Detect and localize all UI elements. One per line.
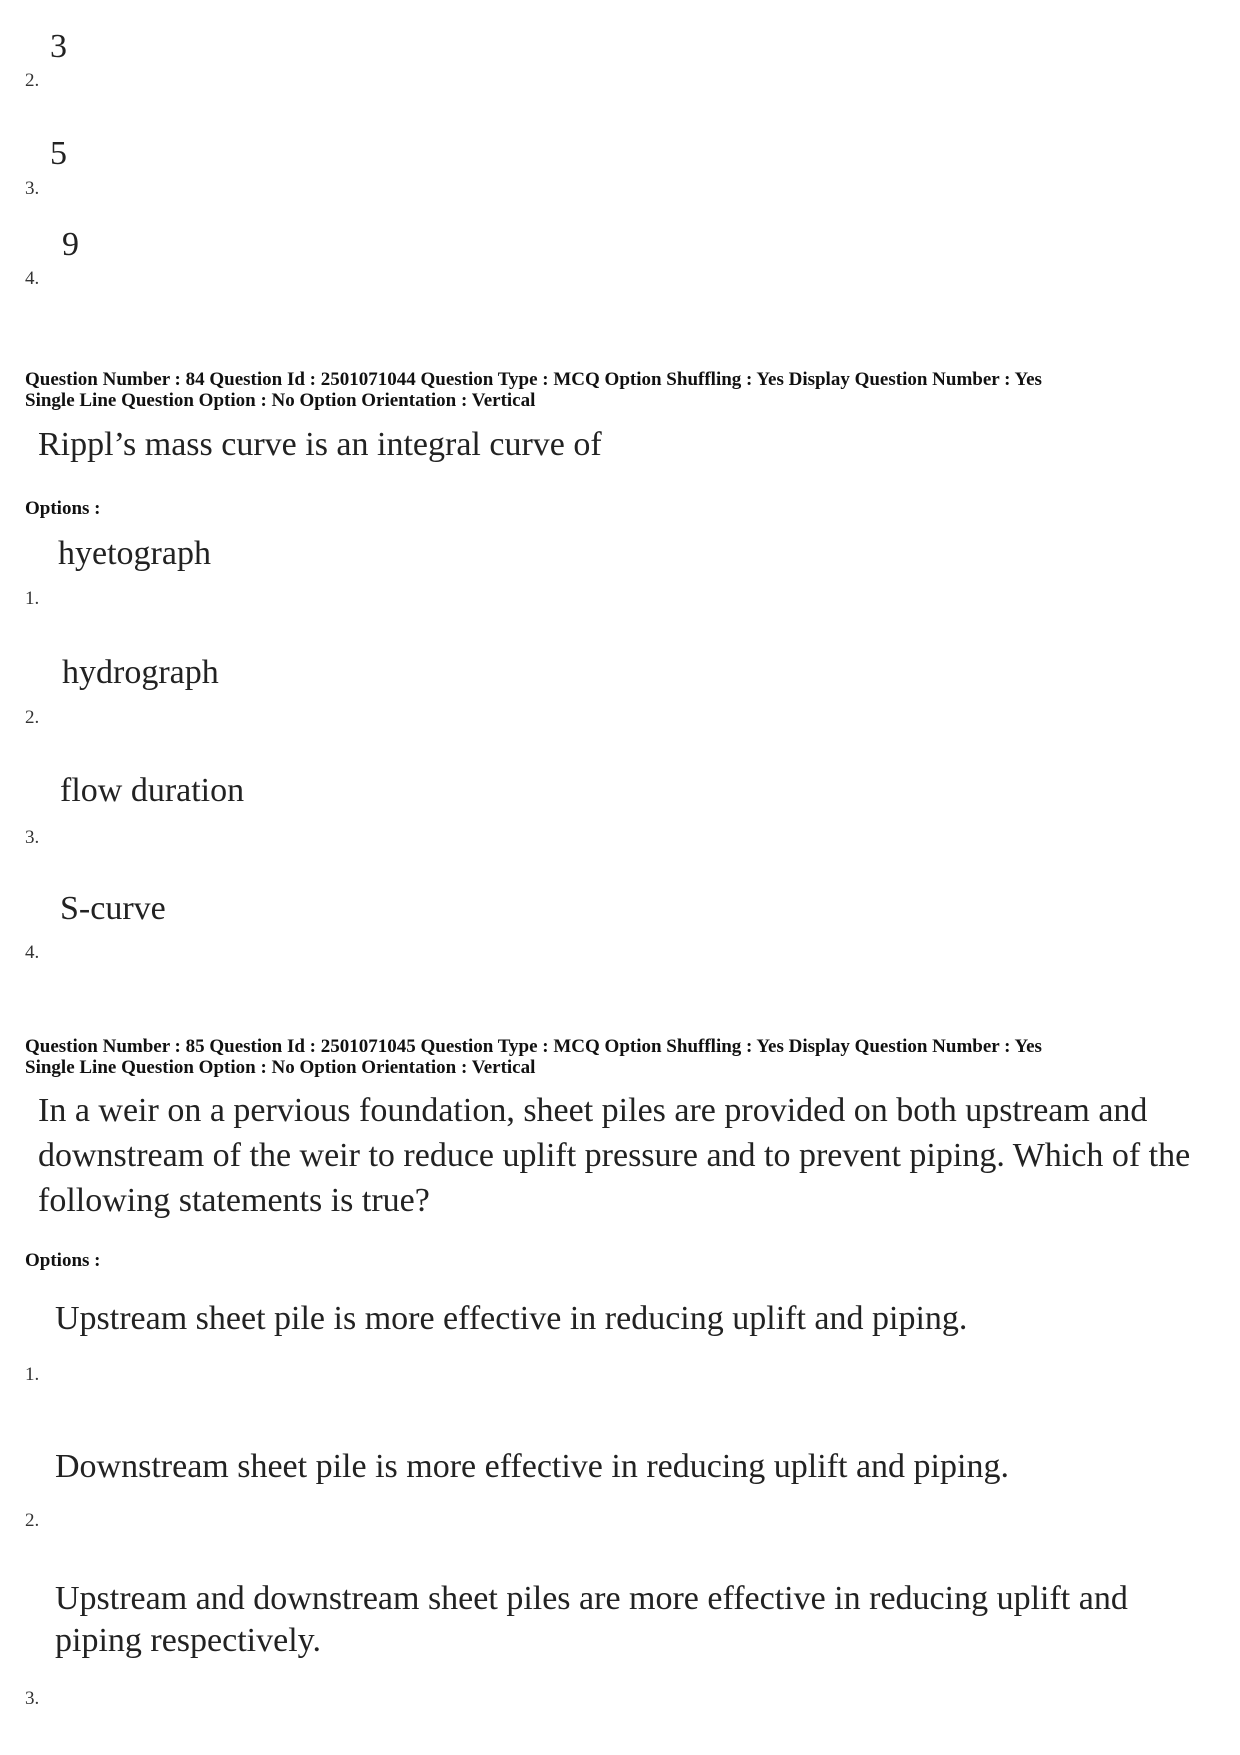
option-text: S-curve	[60, 890, 166, 927]
question-text-line: downstream of the weir to reduce uplift pressure and to prevent piping. Which of the	[38, 1137, 1191, 1174]
options-label: Options :	[25, 498, 101, 519]
question-text-line: following statements is true?	[38, 1182, 430, 1219]
option-text: flow duration	[60, 772, 245, 809]
option-number: 3.	[25, 1688, 40, 1709]
option-number: 3.	[25, 827, 40, 848]
option-number: 2.	[25, 1510, 40, 1531]
option-text: Downstream sheet pile is more effective in reducing uplift and piping.	[55, 1448, 1009, 1485]
option-text: hyetograph	[58, 535, 211, 572]
option-number: 2.	[25, 70, 40, 91]
option-text-line: Upstream and downstream sheet piles are more effective in reducing uplift and	[55, 1580, 1128, 1617]
question-meta-line-2: Single Line Question Option : No Option Orientation : Vertical	[25, 390, 536, 411]
option-text: hydrograph	[62, 654, 219, 691]
question-text-line: In a weir on a pervious foundation, sheet piles are provided on both upstream and	[38, 1092, 1148, 1129]
option-text: 9	[62, 226, 79, 263]
option-number: 1.	[25, 1364, 40, 1385]
option-number: 1.	[25, 588, 40, 609]
option-number: 2.	[25, 707, 40, 728]
options-label: Options :	[25, 1250, 101, 1271]
option-text: 5	[50, 135, 67, 172]
option-text-line: piping respectively.	[55, 1622, 321, 1659]
question-meta-line-2: Single Line Question Option : No Option Orientation : Vertical	[25, 1057, 536, 1078]
option-text: Upstream sheet pile is more effective in reducing uplift and piping.	[55, 1300, 968, 1337]
option-number: 4.	[25, 268, 40, 289]
question-meta-line-1: Question Number : 84 Question Id : 2501071044 Question Type : MCQ Option Shuffling : Yes Display Question Number : Yes	[25, 369, 1042, 390]
option-number: 4.	[25, 942, 40, 963]
question-meta-line-1: Question Number : 85 Question Id : 2501071045 Question Type : MCQ Option Shuffling : Yes Display Question Number : Yes	[25, 1036, 1042, 1057]
option-text: 3	[50, 28, 67, 65]
option-number: 3.	[25, 178, 40, 199]
question-text	[38, 1088, 1218, 1223]
question-text: Rippl’s mass curve is an integral curve of	[38, 426, 602, 463]
